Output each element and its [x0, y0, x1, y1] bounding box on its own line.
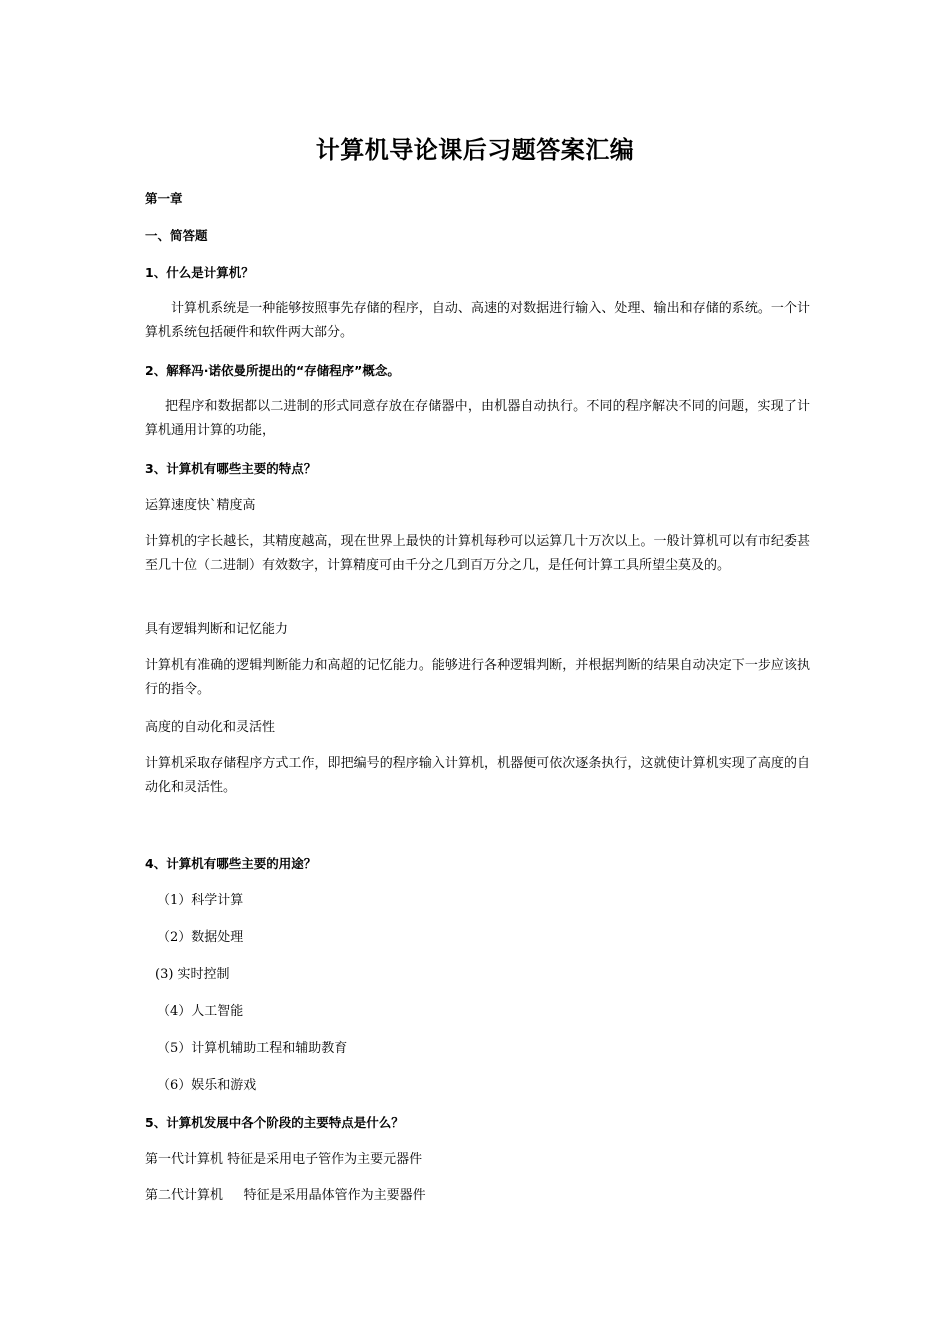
list-item: （1）科学计算: [157, 893, 244, 908]
feature-1-body: 计算机的字长越长，其精度越高，现在世界上最快的计算机每秒可以运算几十万次以上。一般计算机可以有市纪委甚至几十位（二进制）有效数字，计算精度可由千分之几到百万分之几，是任何计算工具所望尘莫及的。: [145, 534, 810, 573]
list-item: （6）娱乐和游戏: [157, 1078, 257, 1093]
answer-1: 计算机系统是一种能够按照事先存储的程序，自动、高速的对数据进行输入、处理、输出和存储的系统。一个计算机系统包括硬件和软件两大部分。: [145, 301, 810, 340]
list-item: （5）计算机辅助工程和辅助教育: [157, 1041, 348, 1056]
feature-3-body: 计算机采取存储程序方式工作，即把编号的程序输入计算机，机器便可依次逐条执行，这就使计算机实现了高度的自动化和灵活性。: [145, 756, 810, 795]
list-item: （4）人工智能: [157, 1004, 244, 1019]
list-item: （2）数据处理: [157, 930, 244, 945]
section-heading: 一、简答题: [145, 228, 208, 243]
feature-1-title: 运算速度快`精度高: [145, 498, 256, 513]
feature-2-title: 具有逻辑判断和记忆能力: [145, 622, 289, 637]
question-1: 1、什么是计算机？: [145, 265, 254, 280]
question-2: 2、解释冯·诺依曼所提出的“存储程序”概念。: [145, 363, 400, 378]
question-3: 3、计算机有哪些主要的特点？: [145, 461, 317, 476]
feature-3-title: 高度的自动化和灵活性: [145, 720, 276, 735]
answer-2: 把程序和数据都以二进制的形式同意存放在存储器中，由机器自动执行。不同的程序解决不同的问题，实现了计算机通用计算的功能，: [145, 399, 810, 438]
question-4: 4、计算机有哪些主要的用途？: [145, 856, 317, 871]
chapter-heading: 第一章: [145, 191, 183, 206]
question-5: 5、计算机发展中各个阶段的主要特点是什么？: [145, 1115, 404, 1130]
generation-1: 第一代计算机 特征是采用电子管作为主要元器件: [145, 1152, 423, 1167]
feature-2-body: 计算机有准确的逻辑判断能力和高超的记忆能力。能够进行各种逻辑判断，并根据判断的结果自动决定下一步应该执行的指令。: [145, 658, 810, 697]
list-item: (3) 实时控制: [155, 967, 230, 982]
document-title: 计算机导论课后习题答案汇编: [315, 136, 635, 164]
generation-2: 第二代计算机 特征是采用晶体管作为主要器件: [145, 1188, 426, 1203]
